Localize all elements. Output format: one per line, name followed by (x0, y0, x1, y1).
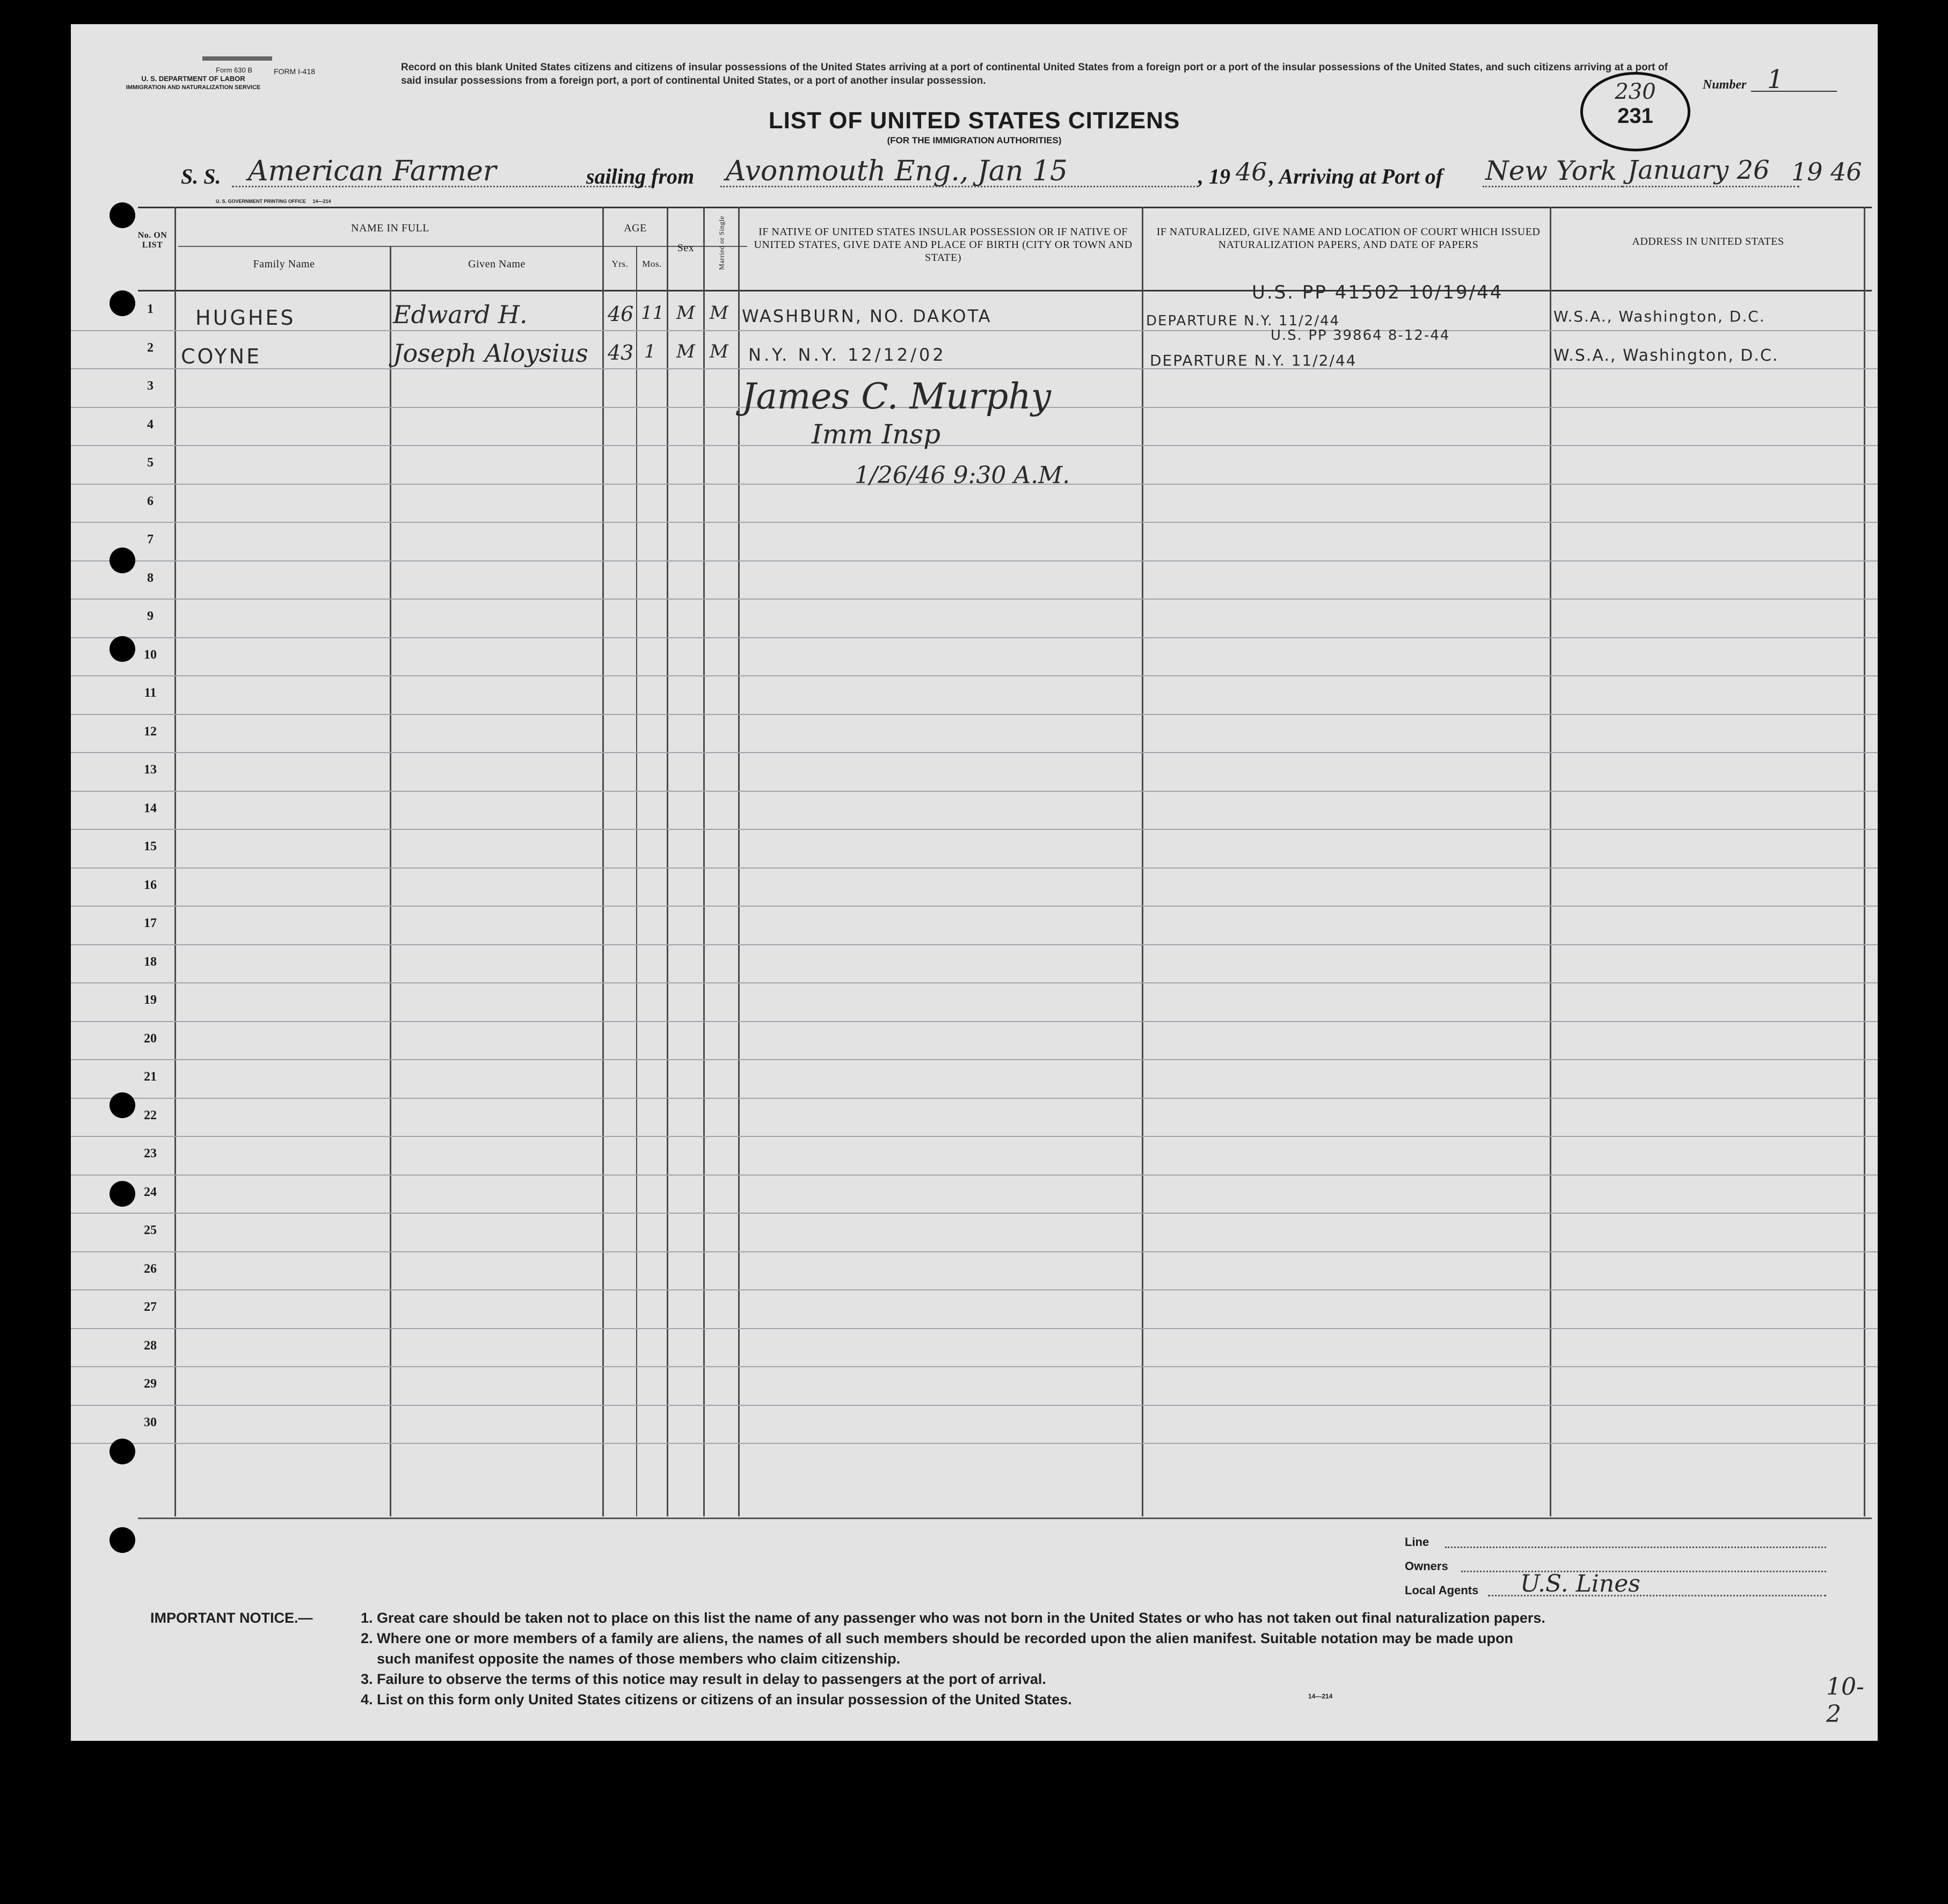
row-number: 25 (144, 1223, 157, 1237)
row-1-sex: M (676, 302, 695, 324)
row-rule (71, 752, 1878, 753)
arrival-date-line (1622, 186, 1799, 187)
notice-label: IMPORTANT NOTICE.— (150, 1610, 313, 1626)
binder-hole (110, 1527, 135, 1553)
table-top-border (138, 207, 1872, 208)
departure-line (720, 186, 1198, 187)
row-2-address: W.S.A., Washington, D.C. (1553, 346, 1779, 365)
row-rule (71, 714, 1878, 715)
binder-hole (110, 1181, 135, 1207)
ss-label: S. S. (181, 164, 221, 188)
row-number: 30 (144, 1415, 157, 1429)
col-given-name: Given Name (468, 258, 526, 270)
corner-note: 10-2 (1826, 1673, 1864, 1728)
arrival-port: New York (1485, 155, 1617, 186)
row-number: 2 (147, 340, 154, 355)
row-number: 3 (147, 379, 154, 393)
sailing-label: sailing from (586, 164, 695, 188)
row-rule (71, 1328, 1878, 1329)
row-1-birthplace: WASHBURN, NO. DAKOTA (742, 306, 992, 326)
arrival-port-line (1483, 186, 1622, 187)
owners-label: Owners (1405, 1559, 1448, 1573)
row-number: 24 (144, 1185, 157, 1199)
col-age: AGE (624, 222, 647, 234)
row-number: 17 (144, 916, 157, 930)
col-yrs: Yrs. (611, 259, 629, 269)
row-rule (71, 1136, 1878, 1137)
service-label: IMMIGRATION AND NATURALIZATION SERVICE (126, 84, 261, 91)
instruction-text: Record on this blank United States citizens and citizens of insular possessions of the United States arriving at a port of continental United States from a foreign port or a port of the insular possessions of the United States, and such citizens arriving at a port of said insular possessions from a foreign port, a port of continental United States, or a port of another insular possession. (401, 62, 1668, 86)
year-prefix: , 19 (1198, 164, 1230, 188)
row-rule (71, 368, 1878, 369)
row-number: 13 (144, 763, 157, 777)
binder-hole (110, 636, 135, 662)
row-1-yrs: 46 (608, 302, 634, 326)
form-630-label: Form 630 B (216, 66, 252, 74)
inspector-signature: James C. Murphy (742, 376, 1052, 417)
row-number: 26 (144, 1261, 157, 1276)
row-number: 14 (144, 801, 157, 815)
col-family-name: Family Name (253, 258, 315, 270)
row-number: 8 (147, 571, 154, 585)
rule-given (602, 207, 604, 1516)
rule-mos (667, 207, 668, 1516)
redaction-bar (202, 56, 272, 61)
row-2-marital: M (710, 341, 728, 362)
row-2-mos: 1 (644, 341, 656, 362)
form-i418-label: FORM I-418 (274, 67, 316, 76)
col-sex: Sex (677, 242, 695, 254)
printing-office-label (216, 199, 331, 204)
owners-field (1461, 1571, 1826, 1572)
printing-code-top: 14—214 (312, 199, 331, 204)
row-2-birthplace: N.Y. N.Y. 12/12/02 (748, 345, 946, 365)
inspector-title: Imm Insp (812, 419, 941, 450)
row-rule (71, 829, 1878, 830)
row-number: 15 (144, 840, 157, 853)
row-1-given: Edward H. (393, 300, 528, 329)
row-number: 22 (144, 1108, 157, 1122)
row-rule (71, 1213, 1878, 1214)
row-number: 19 (144, 993, 157, 1007)
row-rule (71, 1366, 1878, 1367)
row-number: 29 (144, 1377, 157, 1391)
row-2-sex: M (676, 341, 695, 362)
row-1-naturalization: DEPARTURE N.Y. 11/2/44 (1146, 313, 1340, 329)
arriving-label: , Arriving at Port of (1269, 164, 1443, 188)
department-label: U. S. DEPARTMENT OF LABOR (141, 75, 245, 83)
row-rule (71, 1289, 1878, 1290)
row-number: 9 (147, 609, 154, 623)
binder-hole (110, 1092, 135, 1118)
manifest-sheet (71, 24, 1878, 1741)
row-rule (71, 599, 1878, 600)
number-line (1751, 91, 1837, 92)
row-rule (71, 675, 1878, 676)
row-number: 20 (144, 1031, 157, 1046)
printing-office-text: U. S. GOVERNMENT PRINTING OFFICE (216, 199, 307, 204)
row-rule (71, 637, 1878, 638)
row-rule (71, 867, 1878, 869)
col-name-in-full: NAME IN FULL (351, 222, 429, 234)
notice-3: 3. Failure to observe the terms of this notice may result in delay to passengers at the port of arrival. (361, 1671, 1046, 1687)
row-1-mos: 11 (641, 302, 665, 324)
row-rule (71, 944, 1878, 945)
row-rule (71, 1021, 1878, 1022)
row-2-yrs: 43 (608, 341, 634, 364)
print-code-bottom: 14—214 (1308, 1693, 1333, 1700)
header-bottom-border (138, 290, 1872, 291)
row-number: 23 (144, 1147, 157, 1161)
number-label: Number (1703, 78, 1747, 92)
row-rule (71, 1251, 1878, 1252)
binder-hole (110, 290, 135, 316)
row-number: 7 (147, 532, 154, 546)
row-1-marital: M (710, 302, 728, 324)
binder-hole (110, 1439, 135, 1464)
line-label: Line (1405, 1535, 1429, 1549)
year-suffix: 46 (1236, 157, 1267, 186)
row-rule (71, 1175, 1878, 1176)
row-number: 1 (147, 302, 154, 316)
col-mos: Mos. (642, 259, 662, 269)
row-number: 27 (144, 1300, 157, 1314)
rule-yrs (636, 246, 637, 1516)
row-rule (71, 445, 1878, 446)
page-subtitle: (FOR THE IMMIGRATION AUTHORITIES) (887, 135, 1062, 145)
row-number: 16 (144, 878, 157, 892)
rule-marital (738, 207, 740, 1516)
agents-value: U.S. Lines (1520, 1570, 1640, 1597)
row-rule (71, 560, 1878, 561)
agents-label: Local Agents (1405, 1584, 1479, 1597)
departure-port: Avonmouth Eng., Jan 15 (726, 155, 1068, 187)
col-address: ADDRESS IN UNITED STATES (1632, 236, 1784, 247)
row-1-family: HUGHES (195, 306, 296, 330)
rule-insular (1142, 207, 1143, 1516)
page-title: LIST OF UNITED STATES CITIZENS (768, 107, 1180, 134)
row-rule (71, 906, 1878, 907)
row-number: 28 (144, 1338, 157, 1353)
rule-no-list (174, 207, 176, 1516)
row-number: 4 (147, 417, 154, 432)
rule-naturalized (1550, 207, 1551, 1516)
line-field (1445, 1546, 1826, 1548)
arrival-date: January 26 (1628, 155, 1770, 185)
notice-2: 2. Where one or more members of a family are aliens, the names of all such members should be recorded upon the alien manifest. Suitable notation may be made upon (361, 1630, 1514, 1646)
rule-sex (703, 207, 705, 1516)
row-2-naturalization: DEPARTURE N.Y. 11/2/44 (1150, 352, 1357, 369)
row-number: 6 (147, 494, 154, 508)
row-rule (71, 522, 1878, 523)
stamp-number-bottom: 231 (1617, 104, 1653, 128)
binder-hole (110, 202, 135, 228)
row-rule (71, 330, 1878, 331)
row-number: 11 (144, 686, 157, 700)
subheader-line-left (178, 246, 747, 247)
row-rule (71, 1098, 1878, 1099)
row-number: 10 (144, 647, 157, 662)
stamp-number-top: 230 (1615, 79, 1656, 104)
col-no-on-list: No. ON LIST (137, 231, 167, 250)
row-rule (71, 982, 1878, 983)
row-rule (71, 1443, 1878, 1444)
row-rule (71, 791, 1878, 792)
arrival-year: 19 46 (1791, 157, 1862, 186)
notice-4: 4. List on this form only United States citizens or citizens of an insular possession of the United States. (361, 1691, 1072, 1708)
notice-2-continued: such manifest opposite the names of those members who claim citizenship. (377, 1651, 901, 1667)
binder-hole (110, 548, 135, 573)
table-bottom-border (138, 1518, 1872, 1519)
row-1-address: W.S.A., Washington, D.C. (1553, 308, 1765, 325)
row-2-given: Joseph Aloysius (393, 339, 588, 368)
notice-1: 1. Great care should be taken not to place on this list the name of any passenger who was not born in the United States or who has not taken out final naturalization papers. (361, 1610, 1545, 1626)
row-number: 12 (144, 724, 157, 739)
form-header-block (123, 66, 263, 92)
col-naturalized: IF NATURALIZED, GIVE NAME AND LOCATION OF COURT WHICH ISSUED NATURALIZATION PAPERS, AND DATE OF PAPERS (1156, 226, 1541, 251)
row-number: 18 (144, 954, 157, 969)
rule-address (1864, 207, 1865, 1516)
row-rule (71, 1059, 1878, 1060)
row-2-family: COYNE (181, 345, 262, 368)
row-number: 5 (147, 456, 154, 470)
row-rule (71, 1405, 1878, 1406)
ship-name: American Farmer (248, 155, 497, 187)
rule-family (390, 246, 391, 1516)
col-insular: IF NATIVE OF UNITED STATES INSULAR POSSESSION OR IF NATIVE OF UNITED STATES, GIVE DATE AND PLACE OF BIRTH (CITY OR TOWN AND STATE) (754, 226, 1133, 264)
row-1-naturalization-paper: U.S. PP 41502 10/19/44 (1252, 282, 1504, 303)
inspection-timestamp: 1/26/46 9:30 A.M. (855, 462, 1070, 489)
manifest-number-stamp (1580, 72, 1690, 151)
row-number: 21 (144, 1070, 157, 1084)
number-value: 1 (1767, 64, 1784, 94)
row-2-naturalization-paper: U.S. PP 39864 8-12-44 (1271, 327, 1450, 344)
col-married-single: Married or Single (717, 216, 726, 270)
